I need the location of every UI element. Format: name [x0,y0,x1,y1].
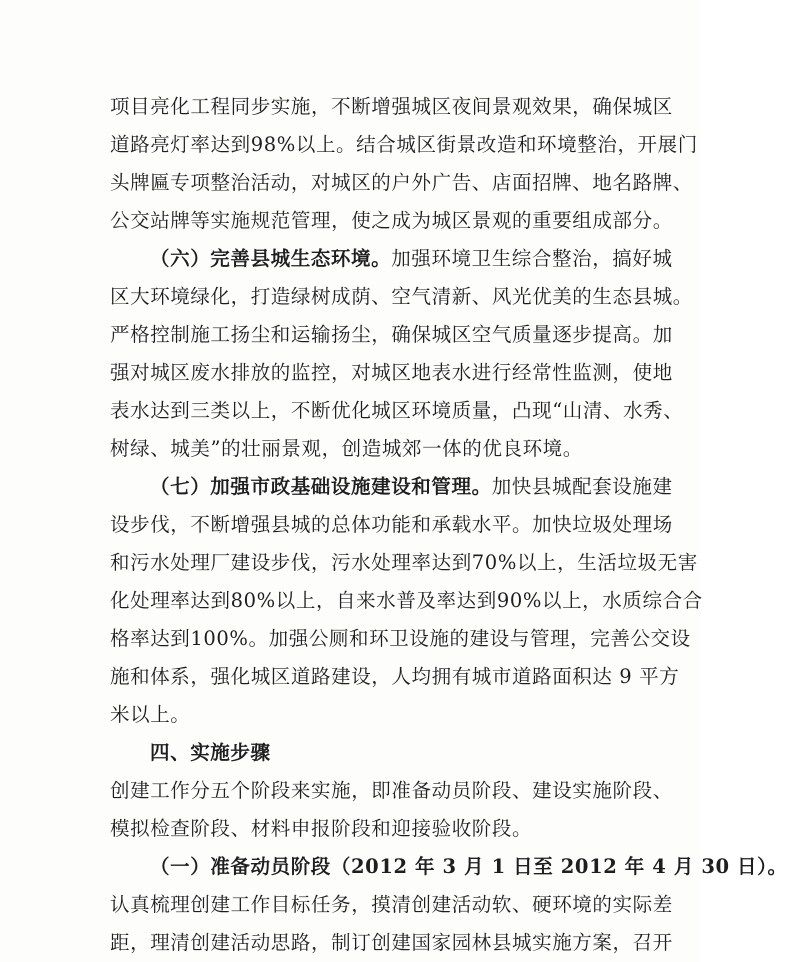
text-line: 公交站牌等实施规范管理，使之成为城区景观的重要组成部分。 [110,209,673,232]
text-line: 道路亮灯率达到98%以上。结合城区街景改造和环境整治，开展门 [110,133,698,156]
text-line: 表水达到三类以上，不断优化城区环境质量，凸现“山清、水秀、 [110,399,684,422]
text-line: 距，理清创建活动思路，制订创建国家园林县城实施方案，召开 [110,931,673,954]
section-four-heading: 四、实施步骤 [150,741,271,764]
text-line: 和污水处理厂建设步伐，污水处理率达到70%以上，生活垃圾无害 [110,551,698,574]
text-line: 施和体系，强化城区道路建设，人均拥有城市道路面积达 9 平方 [110,665,680,688]
text-line: 化处理率达到80%以上，自来水普及率达到90%以上，水质综合合 [110,589,703,612]
text-line: 格率达到100%。加强公厕和环卫设施的建设与管理，完善公交设 [110,627,691,650]
text-line: 米以上。 [110,703,191,726]
section-seven-heading-line: （七）加强市政基础设施建设和管理。加快县城配套设施建 [150,475,673,498]
text-line: 模拟检查阶段、材料申报阶段和迎接验收阶段。 [110,817,533,840]
text-line: 认真梳理创建工作目标任务，摸清创建活动软、硬环境的实际差 [110,893,673,916]
text-line: 树绿、城美”的壮丽景观，创造城郊一体的优良环境。 [110,437,583,460]
section-six-heading-line: （六）完善县城生态环境。加强环境卫生综合整治，搞好城 [150,247,673,270]
phase-one-heading: （一）准备动员阶段（2012 年 3 月 1 日至 2012 年 4 月 30 日）。 [150,855,788,878]
text-line: 项目亮化工程同步实施，不断增强城区夜间景观效果，确保城区 [110,95,673,118]
text-line: 区大环境绿化，打造绿树成荫、空气清新、风光优美的生态县城。 [110,285,693,308]
text-line: 头牌匾专项整治活动，对城区的户外广告、店面招牌、地名路牌、 [110,171,693,194]
section-seven-title: （七）加强市政基础设施建设和管理。 [150,475,492,498]
text-line: 严格控制施工扬尘和运输扬尘，确保城区空气质量逐步提高。加 [110,323,673,346]
section-six-title: （六）完善县城生态环境。 [150,247,392,270]
text-line: 创建工作分五个阶段来实施，即准备动员阶段、建设实施阶段、 [110,779,673,802]
text-line: 强对城区废水排放的监控，对城区地表水进行经常性监测，使地 [110,361,673,384]
text-line: 设步伐，不断增强县城的总体功能和承载水平。加快垃圾处理场 [110,513,673,536]
